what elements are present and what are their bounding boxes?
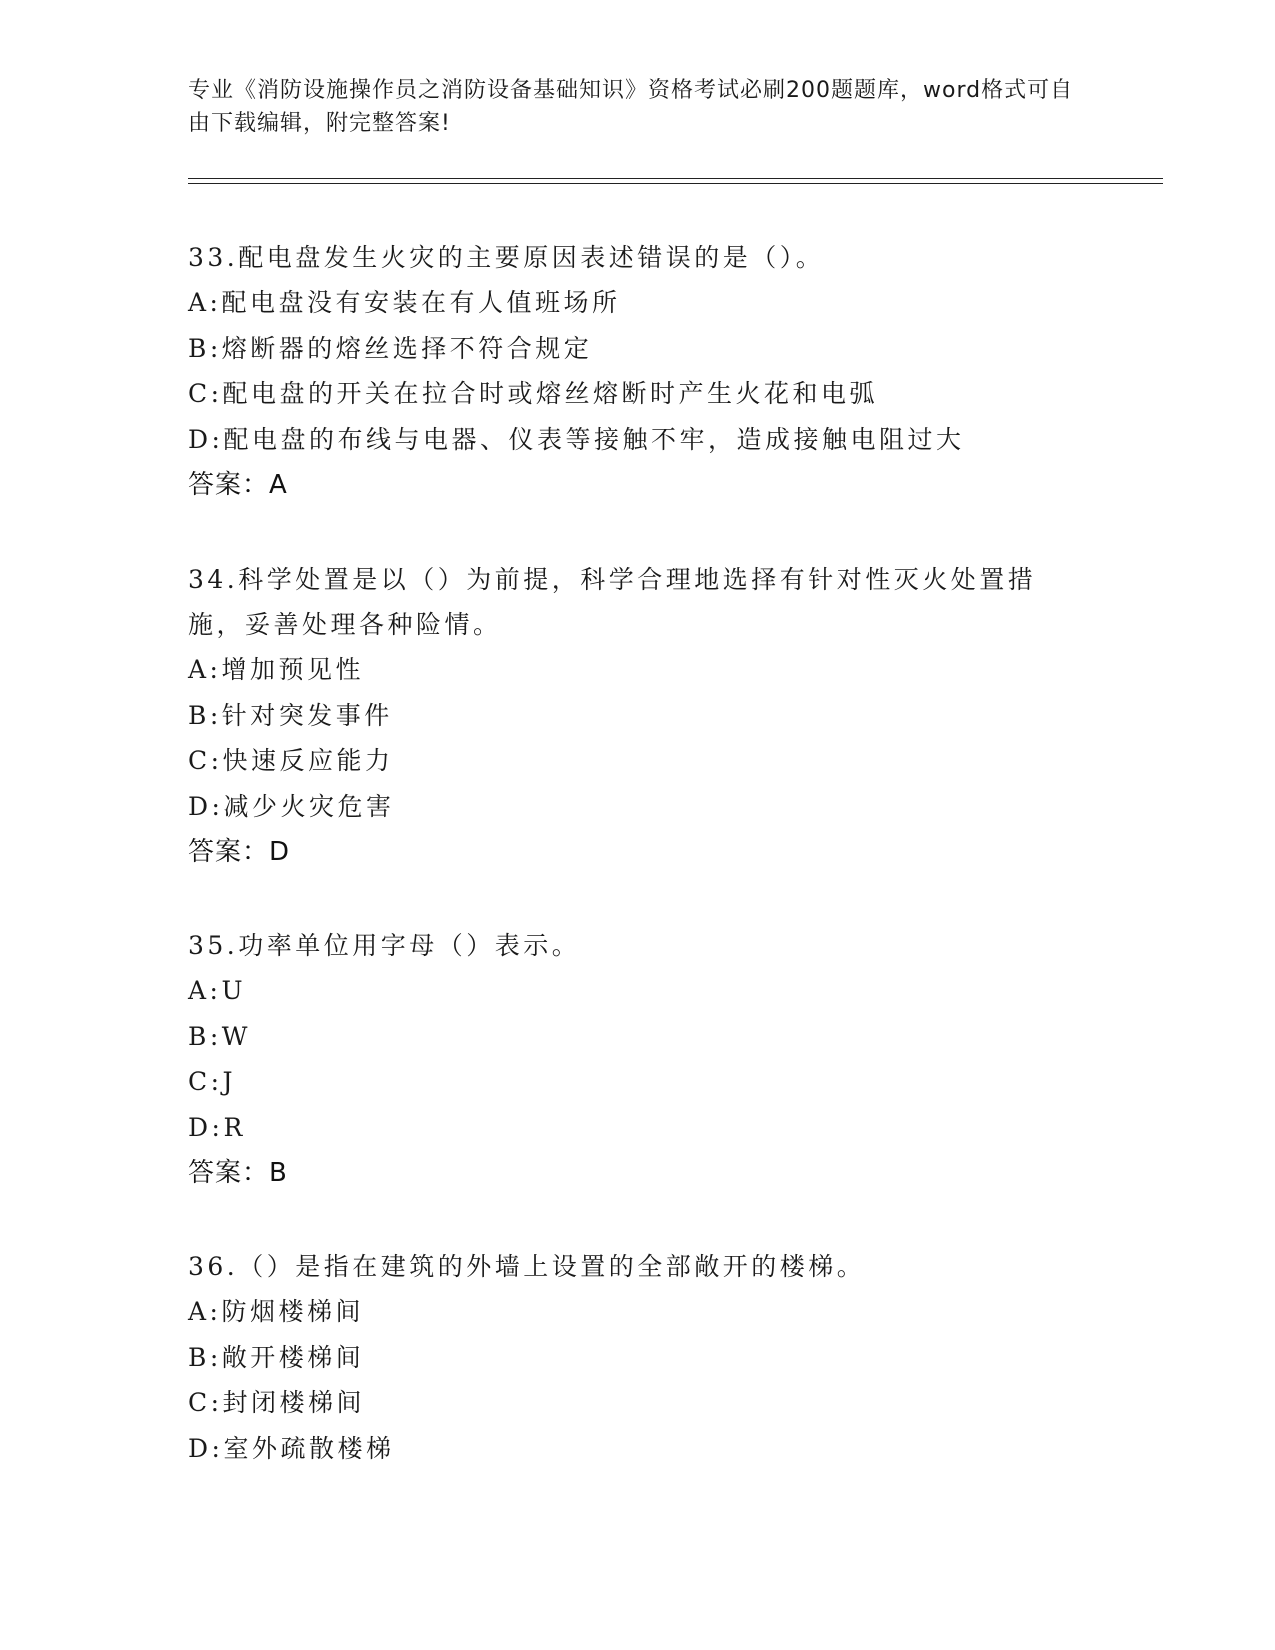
option-b: B:针对突发事件 xyxy=(188,700,393,730)
option-d: D:减少火灾危害 xyxy=(188,791,395,821)
question-text: 34.科学处置是以（）为前提，科学合理地选择有针对性灭火处置措施，妥善处理各种险情。 xyxy=(188,565,1037,639)
option-c: C:J xyxy=(188,1067,237,1096)
answer-line: 答案：D xyxy=(188,837,291,867)
option-d: D:R xyxy=(188,1112,246,1142)
question-text: 36.（）是指在建筑的外墙上设置的全部敞开的楼梯。 xyxy=(188,1252,866,1281)
option-a: A:防烟楼梯间 xyxy=(188,1297,364,1326)
question-text: 33.配电盘发生火灾的主要原因表述错误的是（）。 xyxy=(188,243,825,272)
option-c: C:快速反应能力 xyxy=(188,746,394,775)
question-33 xyxy=(188,235,1088,508)
answer-line: 答案：A xyxy=(188,470,288,500)
option-d: D:配电盘的布线与电器、仪表等接触不牢，造成接触电阻过大 xyxy=(188,424,965,454)
option-a: A:配电盘没有安装在有人值班场所 xyxy=(188,288,621,317)
option-d: D:室外疏散楼梯 xyxy=(188,1433,395,1463)
option-b: B:W xyxy=(188,1021,251,1051)
option-c: C:配电盘的开关在拉合时或熔丝熔断时产生火花和电弧 xyxy=(188,379,879,408)
option-b: B:熔断器的熔丝选择不符合规定 xyxy=(188,333,593,363)
question-36 xyxy=(188,1244,1088,1471)
document-intro: 专业《消防设施操作员之消防设备基础知识》资格考试必刷200题题库，word格式可自由下载编辑，附完整答案! xyxy=(188,78,1074,136)
header-divider-bottom xyxy=(188,183,1163,184)
question-34 xyxy=(188,557,1088,875)
option-c: C:封闭楼梯间 xyxy=(188,1388,366,1417)
answer-line: 答案：B xyxy=(188,1158,288,1188)
option-b: B:敞开楼梯间 xyxy=(188,1342,365,1372)
question-text: 35.功率单位用字母（）表示。 xyxy=(188,931,581,960)
question-35 xyxy=(188,923,1088,1196)
option-a: A:U xyxy=(188,976,247,1005)
header-divider-top xyxy=(188,178,1163,179)
option-a: A:增加预见性 xyxy=(188,655,364,684)
